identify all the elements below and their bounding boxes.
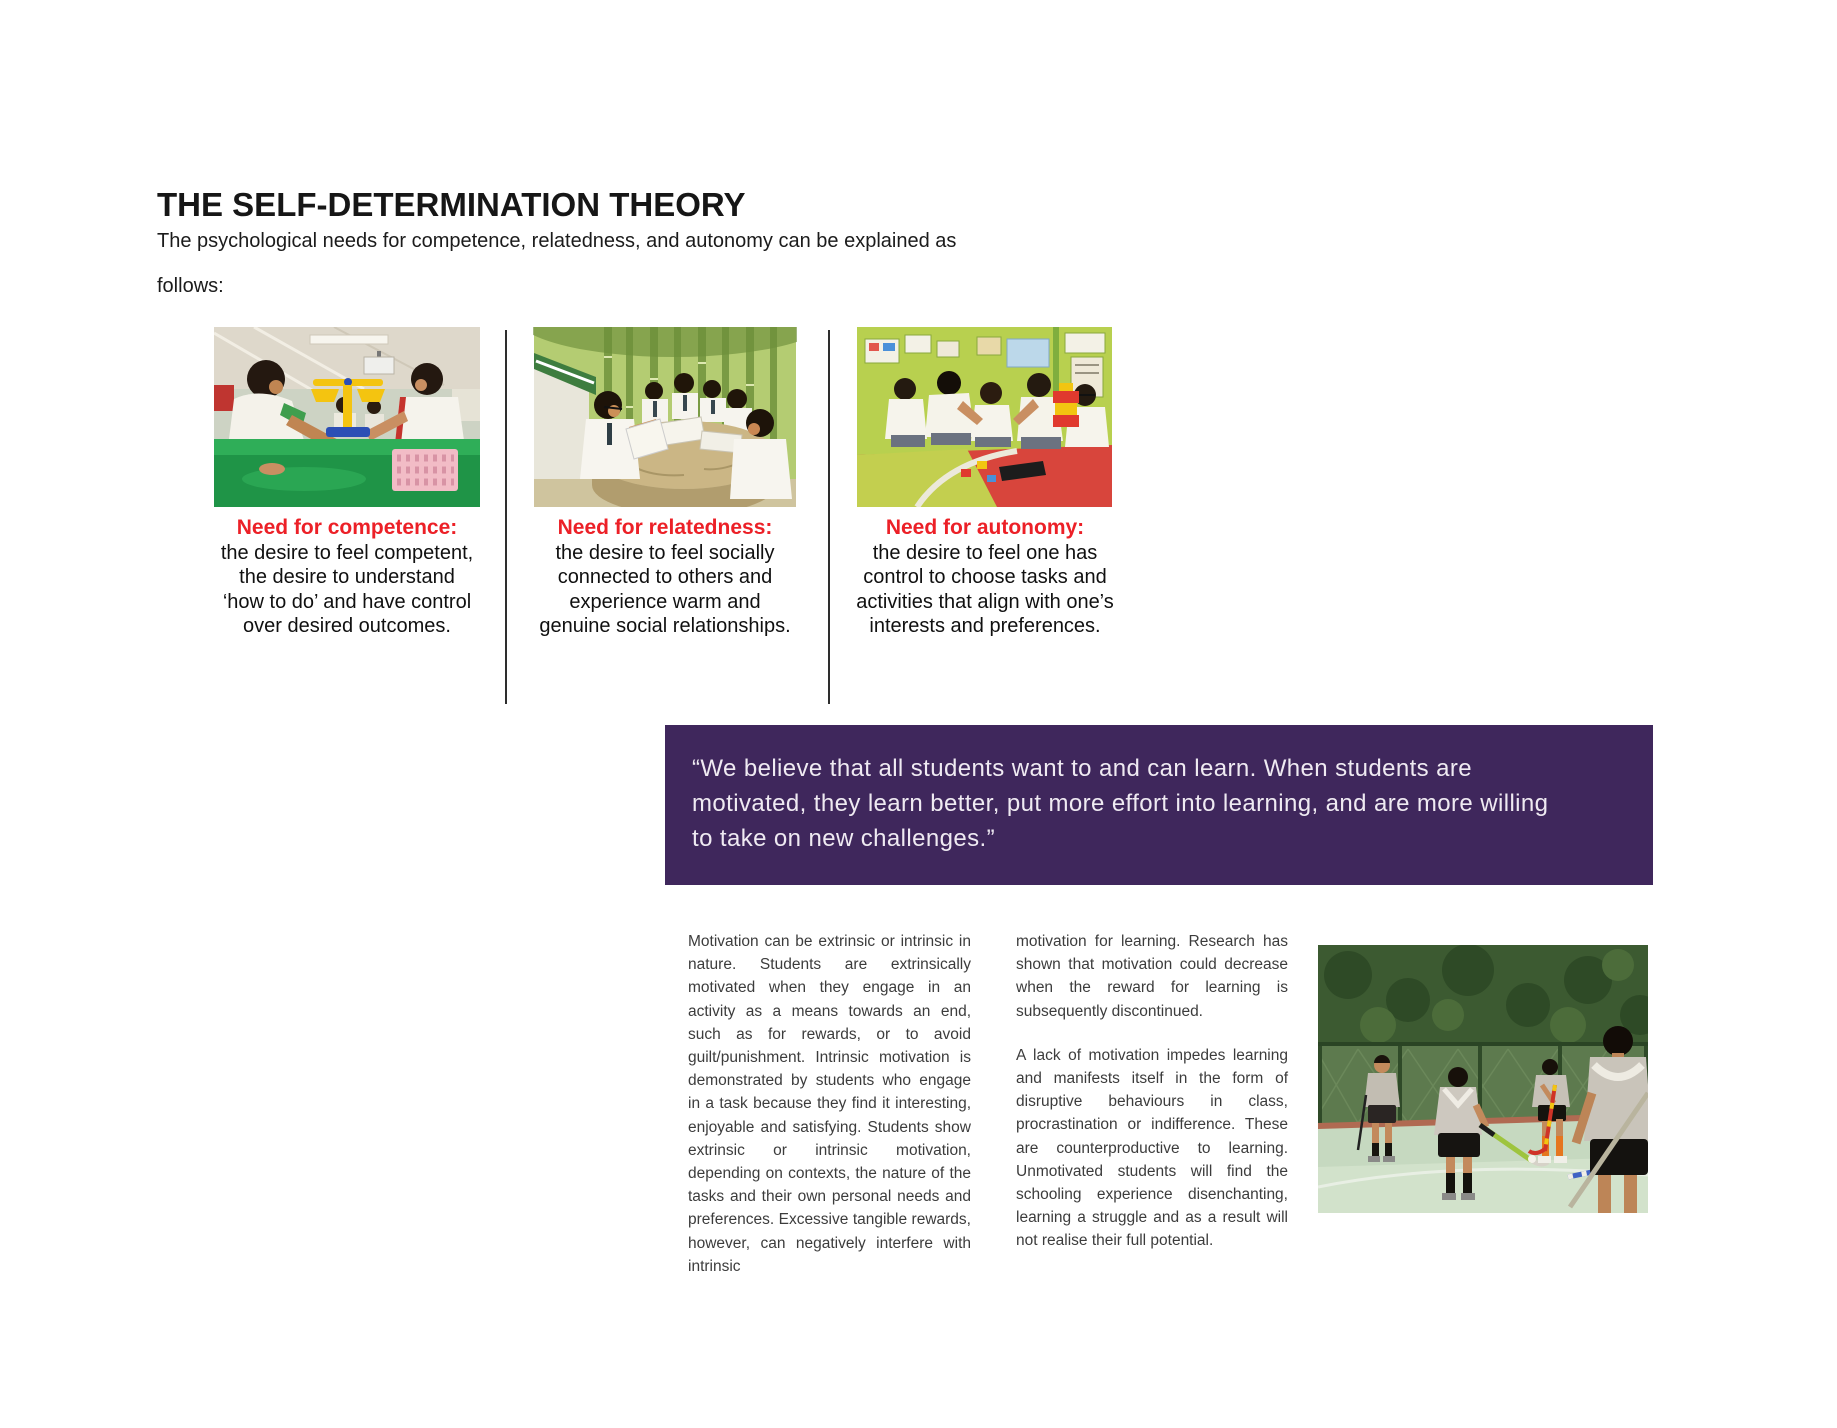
subtitle-line-1: The psychological needs for competence, relatedness, and autonomy can be explained as	[157, 230, 957, 252]
page-title: THE SELF-DETERMINATION THEORY	[157, 186, 746, 223]
relatedness-photo-illustration	[533, 327, 797, 507]
article-column-2	[1016, 930, 1288, 1274]
belief-quote-banner	[665, 725, 1653, 885]
competence-photo-illustration	[214, 327, 480, 507]
belief-quote-text: “We believe that all students want to and can learn. When students are motivated, they learn better, put more effort into learning, and are more willing to take on new challenges.”	[692, 755, 1549, 852]
article-paragraph: motivation for learning. Research has shown that motivation could decrease when the reward for learning is subsequently discontinued.	[1016, 933, 1288, 1020]
need-competence-description: the desire to feel competent, the desire to understand ‘how to do’ and have control over desired outcomes.	[220, 541, 474, 637]
relatedness-photo	[533, 327, 797, 507]
need-competence-heading: Need for competence:	[236, 516, 458, 539]
need-relatedness-caption	[532, 516, 798, 639]
need-autonomy-description: the desire to feel one has control to choose tasks and activities that align with one’s interests and preferences.	[856, 541, 1114, 637]
article-paragraph: A lack of motivation impedes learning and manifests itself in the form of disruptive behaviours in class, procrastination or indifference. These are counterproductive to learning. Unmotivated students will find the schooling experience disenchanting, learning a struggle and as a result will not realise their full potential.	[1016, 1046, 1288, 1250]
need-autonomy-heading: Need for autonomy:	[885, 516, 1085, 539]
need-relatedness-description: the desire to feel socially connected to others and experience warm and genuine social relationships.	[539, 541, 791, 637]
subtitle-line-2: follows:	[157, 275, 224, 297]
article-column-1	[688, 930, 971, 1299]
competence-photo	[214, 327, 480, 507]
need-relatedness-heading: Need for relatedness:	[557, 516, 773, 539]
column-divider-1	[505, 330, 507, 704]
article-paragraph: Motivation can be extrinsic or intrinsic in nature. Students are extrinsically motivated when they engage in an activity as a means towards an end, such as for rewards, or to avoid guilt/punishment. Intrinsic motivation is demonstrated by students who engage in a task because they find it interesting, enjoyable and satisfying. Students show extrinsic or intrinsic motivation, depending on contexts, the nature of the tasks and their own personal needs and preferences. Excessive tangible rewards, however, can negatively interfere with intrinsic	[688, 933, 971, 1275]
column-divider-2	[828, 330, 830, 704]
autonomy-photo-illustration	[857, 327, 1112, 507]
field-hockey-photo	[1318, 945, 1648, 1213]
autonomy-photo	[857, 327, 1112, 507]
need-competence-caption	[216, 516, 478, 639]
page-subtitle	[157, 219, 956, 309]
need-autonomy-caption	[854, 516, 1116, 639]
field-hockey-photo-illustration	[1318, 945, 1648, 1213]
